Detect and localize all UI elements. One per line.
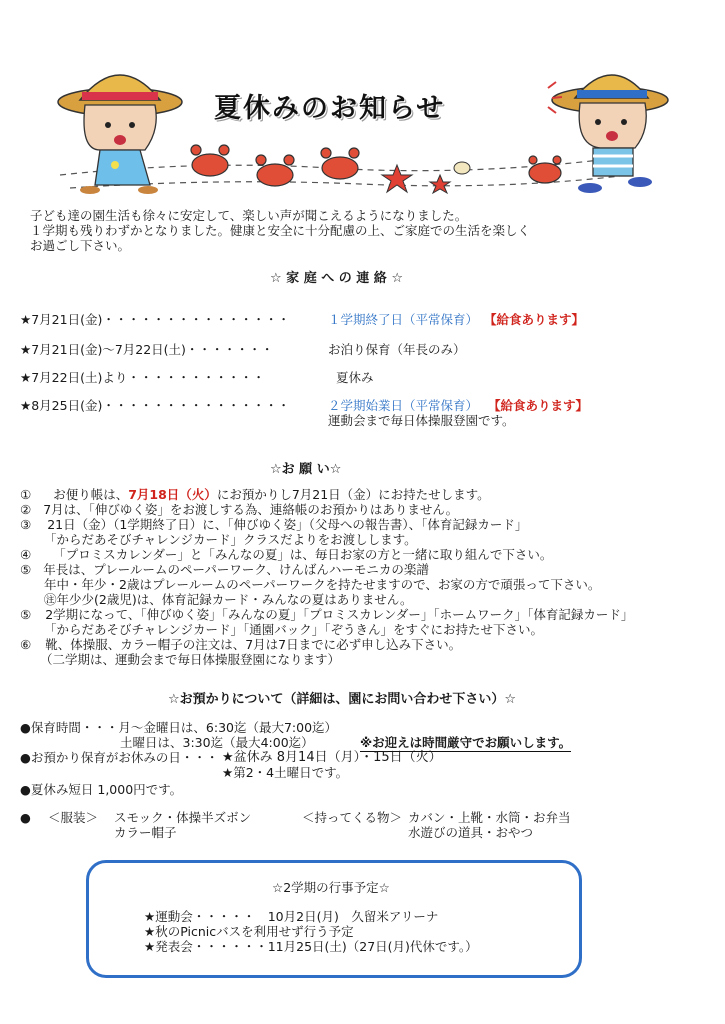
dress-line-2: カラー帽子 [114, 825, 177, 840]
closed-label: ●お預かり保育がお休みの日・・・ [20, 750, 219, 765]
hours-weekday: ●保育時間・・・月〜金曜日は、6:30迄（最大7:00迄） [20, 720, 338, 735]
dress-bullet: ● [20, 810, 31, 825]
intro-line-2: １学期も残りわずかとなりました。健康と安全に十分配慮の上、ご家庭での生活を楽しく [30, 223, 531, 238]
childcare-heading: ☆お預かりについて（詳細は、園にお問い合わせ下さい）☆ [168, 692, 517, 707]
contact-heading: ☆ 家 庭 へ の 連 絡 ☆ [270, 271, 403, 286]
request-line-5: ⑤ 年長は、プレールームのペーパーワーク、けんばんハーモニカの楽譜 [20, 562, 429, 577]
contact-text-1: １学期終了日（平常保育） [328, 312, 479, 327]
bring-line-1: カバン・上靴・水筒・お弁当 [408, 810, 571, 825]
crab-illustrations [191, 145, 561, 186]
schedule-recital: ★発表会・・・・・・11月25日(土)（27日(月)代休です。） [144, 939, 478, 954]
request-line-5b: 年中・年少・2歳はプレールームのペーパーワークを持たせますので、お家の方で頑張って下さい。 [44, 577, 601, 592]
request-line-6: ⑤ 2学期になって、「伸びゆく姿」「みんなの夏」「プロミスカレンダー」「ホームワーク」「体育記録カード」 [20, 607, 634, 622]
requests-heading: ☆お 願 い☆ [270, 462, 342, 477]
request-line-7: ⑥ 靴、体操服、カラー帽子の注文は、7月は7日までに必ず申し込み下さい。 [20, 637, 462, 652]
highlight-date: 7月18日（火） [128, 487, 217, 502]
bring-label: ＜持ってくる物＞ [302, 810, 403, 825]
shell-icon [454, 162, 470, 174]
girl-illustration [58, 75, 182, 194]
schedule-picnic: ★秋のPicnicバスを利用せず行う予定 [144, 924, 354, 939]
contact-date-3: ★7月22日(土)より・・・・・・・・・・・ [20, 370, 265, 385]
bring-line-2: 水遊びの道具・おやつ [408, 825, 534, 840]
contact-date-2: ★7月21日(金)〜7月22日(土)・・・・・・・ [20, 342, 274, 357]
boy-illustration [552, 75, 668, 193]
request-line-6b: 「からだあそびチャレンジカード」「通園バック」「ぞうきん」をすぐにお持たせ下さい。 [44, 622, 544, 637]
intro-line-1: 子ども達の園生活も徐々に安定して、楽しい声が聞こえるようになりました。 [30, 208, 468, 223]
request-number: ① [20, 487, 32, 502]
contact-text-3: 夏休み [336, 370, 374, 385]
dress-label: ＜服装＞ [48, 810, 99, 825]
contact-date-4: ★8月25日(金)・・・・・・・・・・・・・・・ [20, 398, 290, 413]
contact-item4-line2: 運動会まで毎日体操服登園です。 [328, 413, 515, 428]
dress-line-1: スモック・体操半ズボン [114, 810, 252, 825]
page-title: 夏休みのお知らせ [214, 93, 446, 124]
request-line-4: ④ 「プロミスカレンダー」と「みんなの夏」は、毎日お家の方と一緒に取り組んで下さい。 [20, 547, 553, 562]
closed-saturdays: ★第2・4土曜日です。 [222, 765, 349, 780]
schedule-sports-day: ★運動会・・・・・ 10月2日(月) 久留米アリーナ [144, 909, 439, 924]
request-line-7b: （二学期は、運動会まで毎日体操服登園になります） [40, 652, 341, 667]
short-day-fee: ●夏休み短日 1,000円です。 [20, 782, 183, 797]
contact-date-1: ★7月21日(金)・・・・・・・・・・・・・・・ [20, 312, 290, 327]
schedule-heading: ☆2学期の行事予定☆ [272, 880, 390, 895]
request-line-1: ① お便り帳は、7月18日（火）にお預かりし7月21日（金）にお持たせします。 [20, 487, 490, 502]
closed-obon: ★盆休み 8月14日（月）・15日（火） [222, 750, 442, 765]
request-line-2: ② 7月は、「伸びゆく姿」をお渡しする為、連絡帳のお預かりはありません。 [20, 502, 459, 517]
request-line-3b: 「からだあそびチャレンジカード」クラスだよりをお渡しします。 [44, 532, 417, 547]
hours-saturday: 土曜日は、3:30迄（最大4:00迄） [120, 735, 314, 750]
intro-line-3: お過ごし下さい。 [30, 238, 131, 253]
starfish-icon [382, 165, 412, 192]
contact-note-1: 【給食あります】 [484, 312, 585, 327]
request-line-5c: ㊟年少少(2歳児)は、体育記録カード・みんなの夏はありません。 [44, 592, 413, 607]
contact-text-2: お泊り保育（年長のみ） [328, 342, 466, 357]
contact-note-4: 【給食あります】 [488, 398, 589, 413]
punctual-note: ※お迎えは時間厳守でお願いします。 [360, 735, 572, 750]
contact-text-4: ２学期始業日（平常保育） [328, 398, 479, 413]
request-line-3: ③ 21日（金）（1学期終了日）に、「伸びゆく姿」（父母への報告書）、「体育記録カード」 [20, 517, 528, 532]
